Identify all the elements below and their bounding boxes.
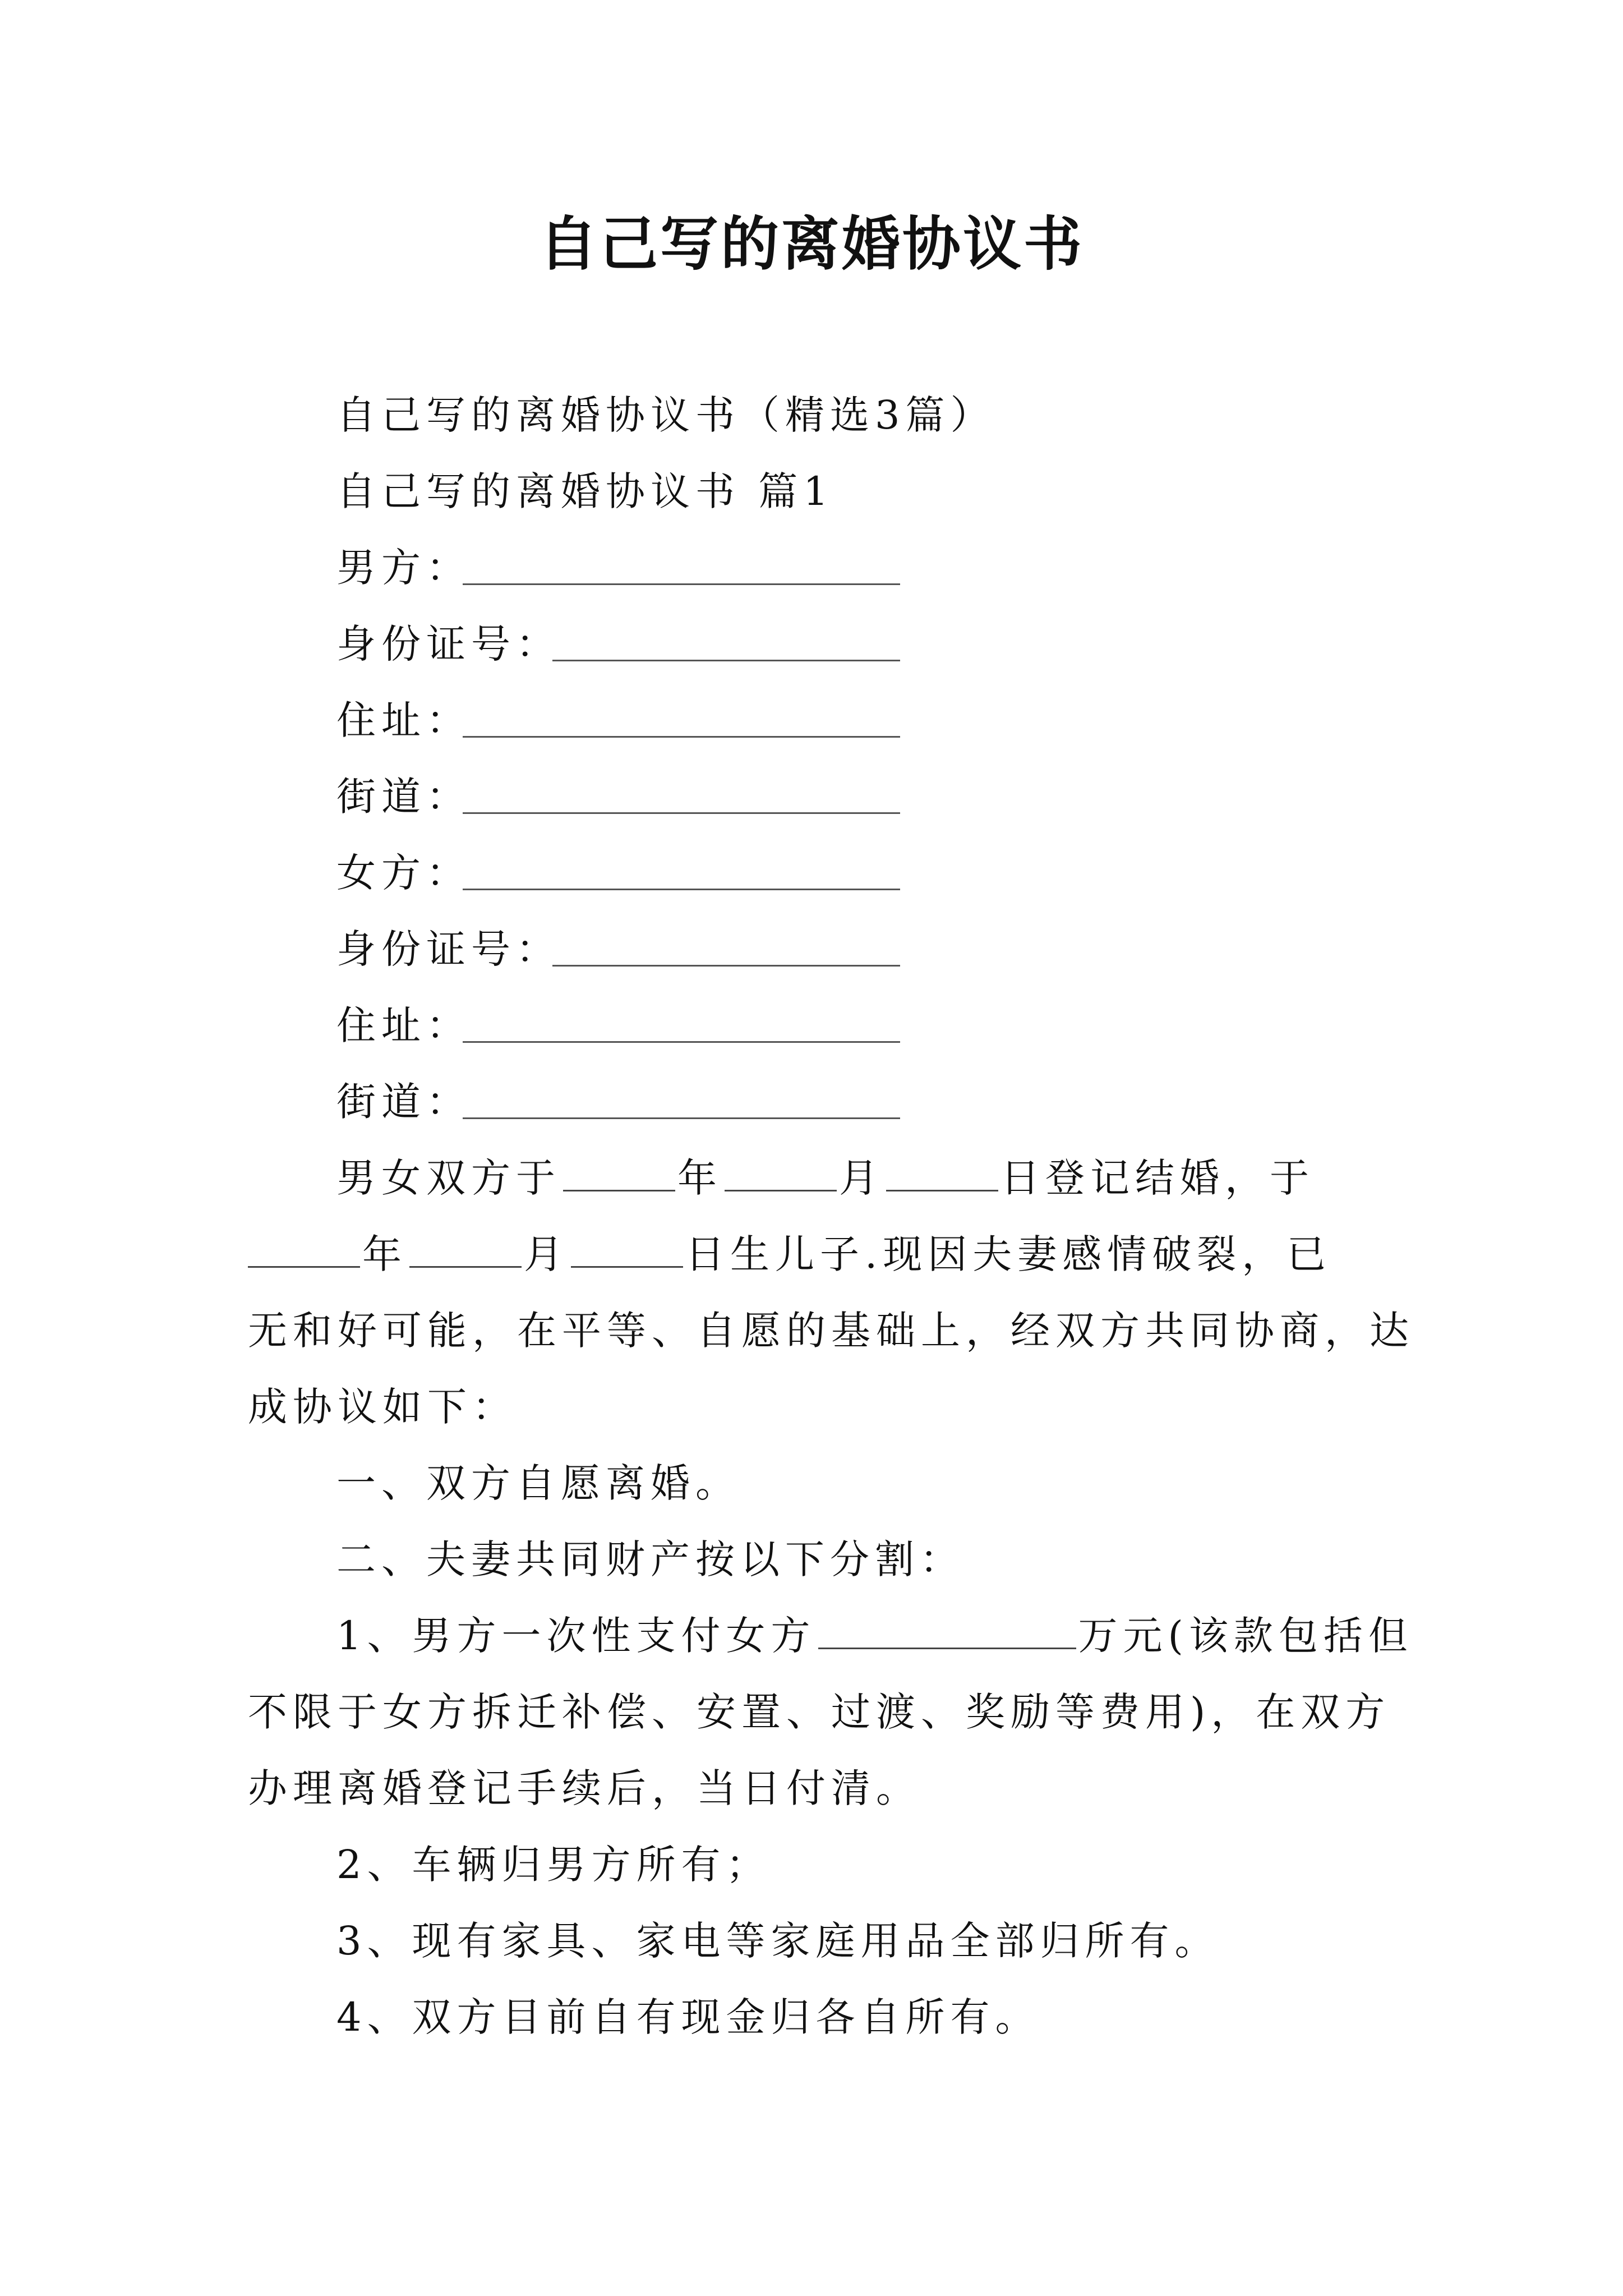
field-male-id [336, 616, 561, 672]
field-blank-female-address[interactable] [463, 1006, 900, 1043]
clause-2-2: 2、车辆归男方所有； [336, 1842, 771, 1888]
blank-day-birth[interactable] [571, 1231, 683, 1268]
field-female-id [336, 921, 561, 977]
field-label: 身份证号： [336, 621, 561, 667]
marriage-line-2 [248, 1226, 1331, 1282]
field-label: 街道： [336, 1079, 471, 1125]
text-segment: 年 [677, 1155, 722, 1201]
field-blank-female-id[interactable] [552, 930, 900, 967]
field-blank-female[interactable] [463, 854, 900, 890]
field-male-address [336, 692, 471, 748]
field-label: 男方： [336, 545, 471, 591]
marriage-line-1 [336, 1150, 1315, 1206]
field-label: 住址： [336, 1002, 471, 1048]
text-segment: 男女双方于 [336, 1155, 561, 1201]
blank-year-married[interactable] [563, 1155, 675, 1191]
text-segment: 月 [839, 1155, 884, 1201]
clause-2: 二、夫妻共同财产按以下分割： [336, 1536, 965, 1582]
field-label: 街道： [336, 774, 471, 820]
clause-2-3: 3、现有家具、家电等家庭用品全部归所有。 [336, 1918, 1220, 1964]
marriage-line-3: 无和好可能，在平等、自愿的基础上，经双方共同协商，达 [248, 1308, 1414, 1354]
blank-month-married[interactable] [725, 1155, 837, 1191]
field-female [336, 845, 471, 901]
document-title: 自己写的离婚协议书 [538, 209, 1084, 278]
field-male-street [336, 769, 471, 825]
text-segment: 日生儿子.现因夫妻感情破裂，已 [685, 1231, 1332, 1277]
clause-2-4: 4、双方目前自有现金归各自所有。 [336, 1994, 1040, 2040]
clause-1: 一、双方自愿离婚。 [336, 1460, 740, 1506]
blank-month-birth[interactable] [409, 1231, 522, 1268]
field-blank-male-street[interactable] [463, 777, 900, 814]
field-blank-female-street[interactable] [463, 1083, 900, 1119]
text-segment: 日登记结婚，于 [1000, 1155, 1315, 1201]
text-segment: 万元(该款包括但 [1078, 1613, 1413, 1659]
blank-day-married[interactable] [886, 1155, 998, 1191]
field-male [336, 540, 471, 596]
field-blank-male-id[interactable] [552, 625, 900, 661]
text-segment: 1、男方一次性支付女方 [336, 1613, 816, 1659]
subtitle: 自己写的离婚协议书（精选3篇） [336, 392, 995, 438]
text-segment: 月 [524, 1231, 569, 1277]
marriage-line-4: 成协议如下： [248, 1384, 517, 1430]
section-heading: 自己写的离婚协议书 篇1 [336, 468, 834, 514]
text-segment: 年 [362, 1231, 407, 1277]
field-label: 住址： [336, 697, 471, 743]
clause-2-1-line-3: 办理离婚登记手续后，当日付清。 [248, 1765, 921, 1811]
field-blank-male[interactable] [463, 549, 900, 585]
blank-payment-amount[interactable] [818, 1613, 1076, 1649]
clause-2-1-line-1 [336, 1608, 1413, 1664]
field-label: 身份证号： [336, 926, 561, 972]
field-blank-male-address[interactable] [463, 701, 900, 738]
blank-year-birth[interactable] [248, 1231, 360, 1268]
field-female-address [336, 997, 471, 1053]
field-label: 女方： [336, 850, 471, 896]
field-female-street [336, 1074, 471, 1130]
clause-2-1-line-2: 不限于女方拆迁补偿、安置、过渡、奖励等费用)，在双方 [248, 1689, 1391, 1735]
